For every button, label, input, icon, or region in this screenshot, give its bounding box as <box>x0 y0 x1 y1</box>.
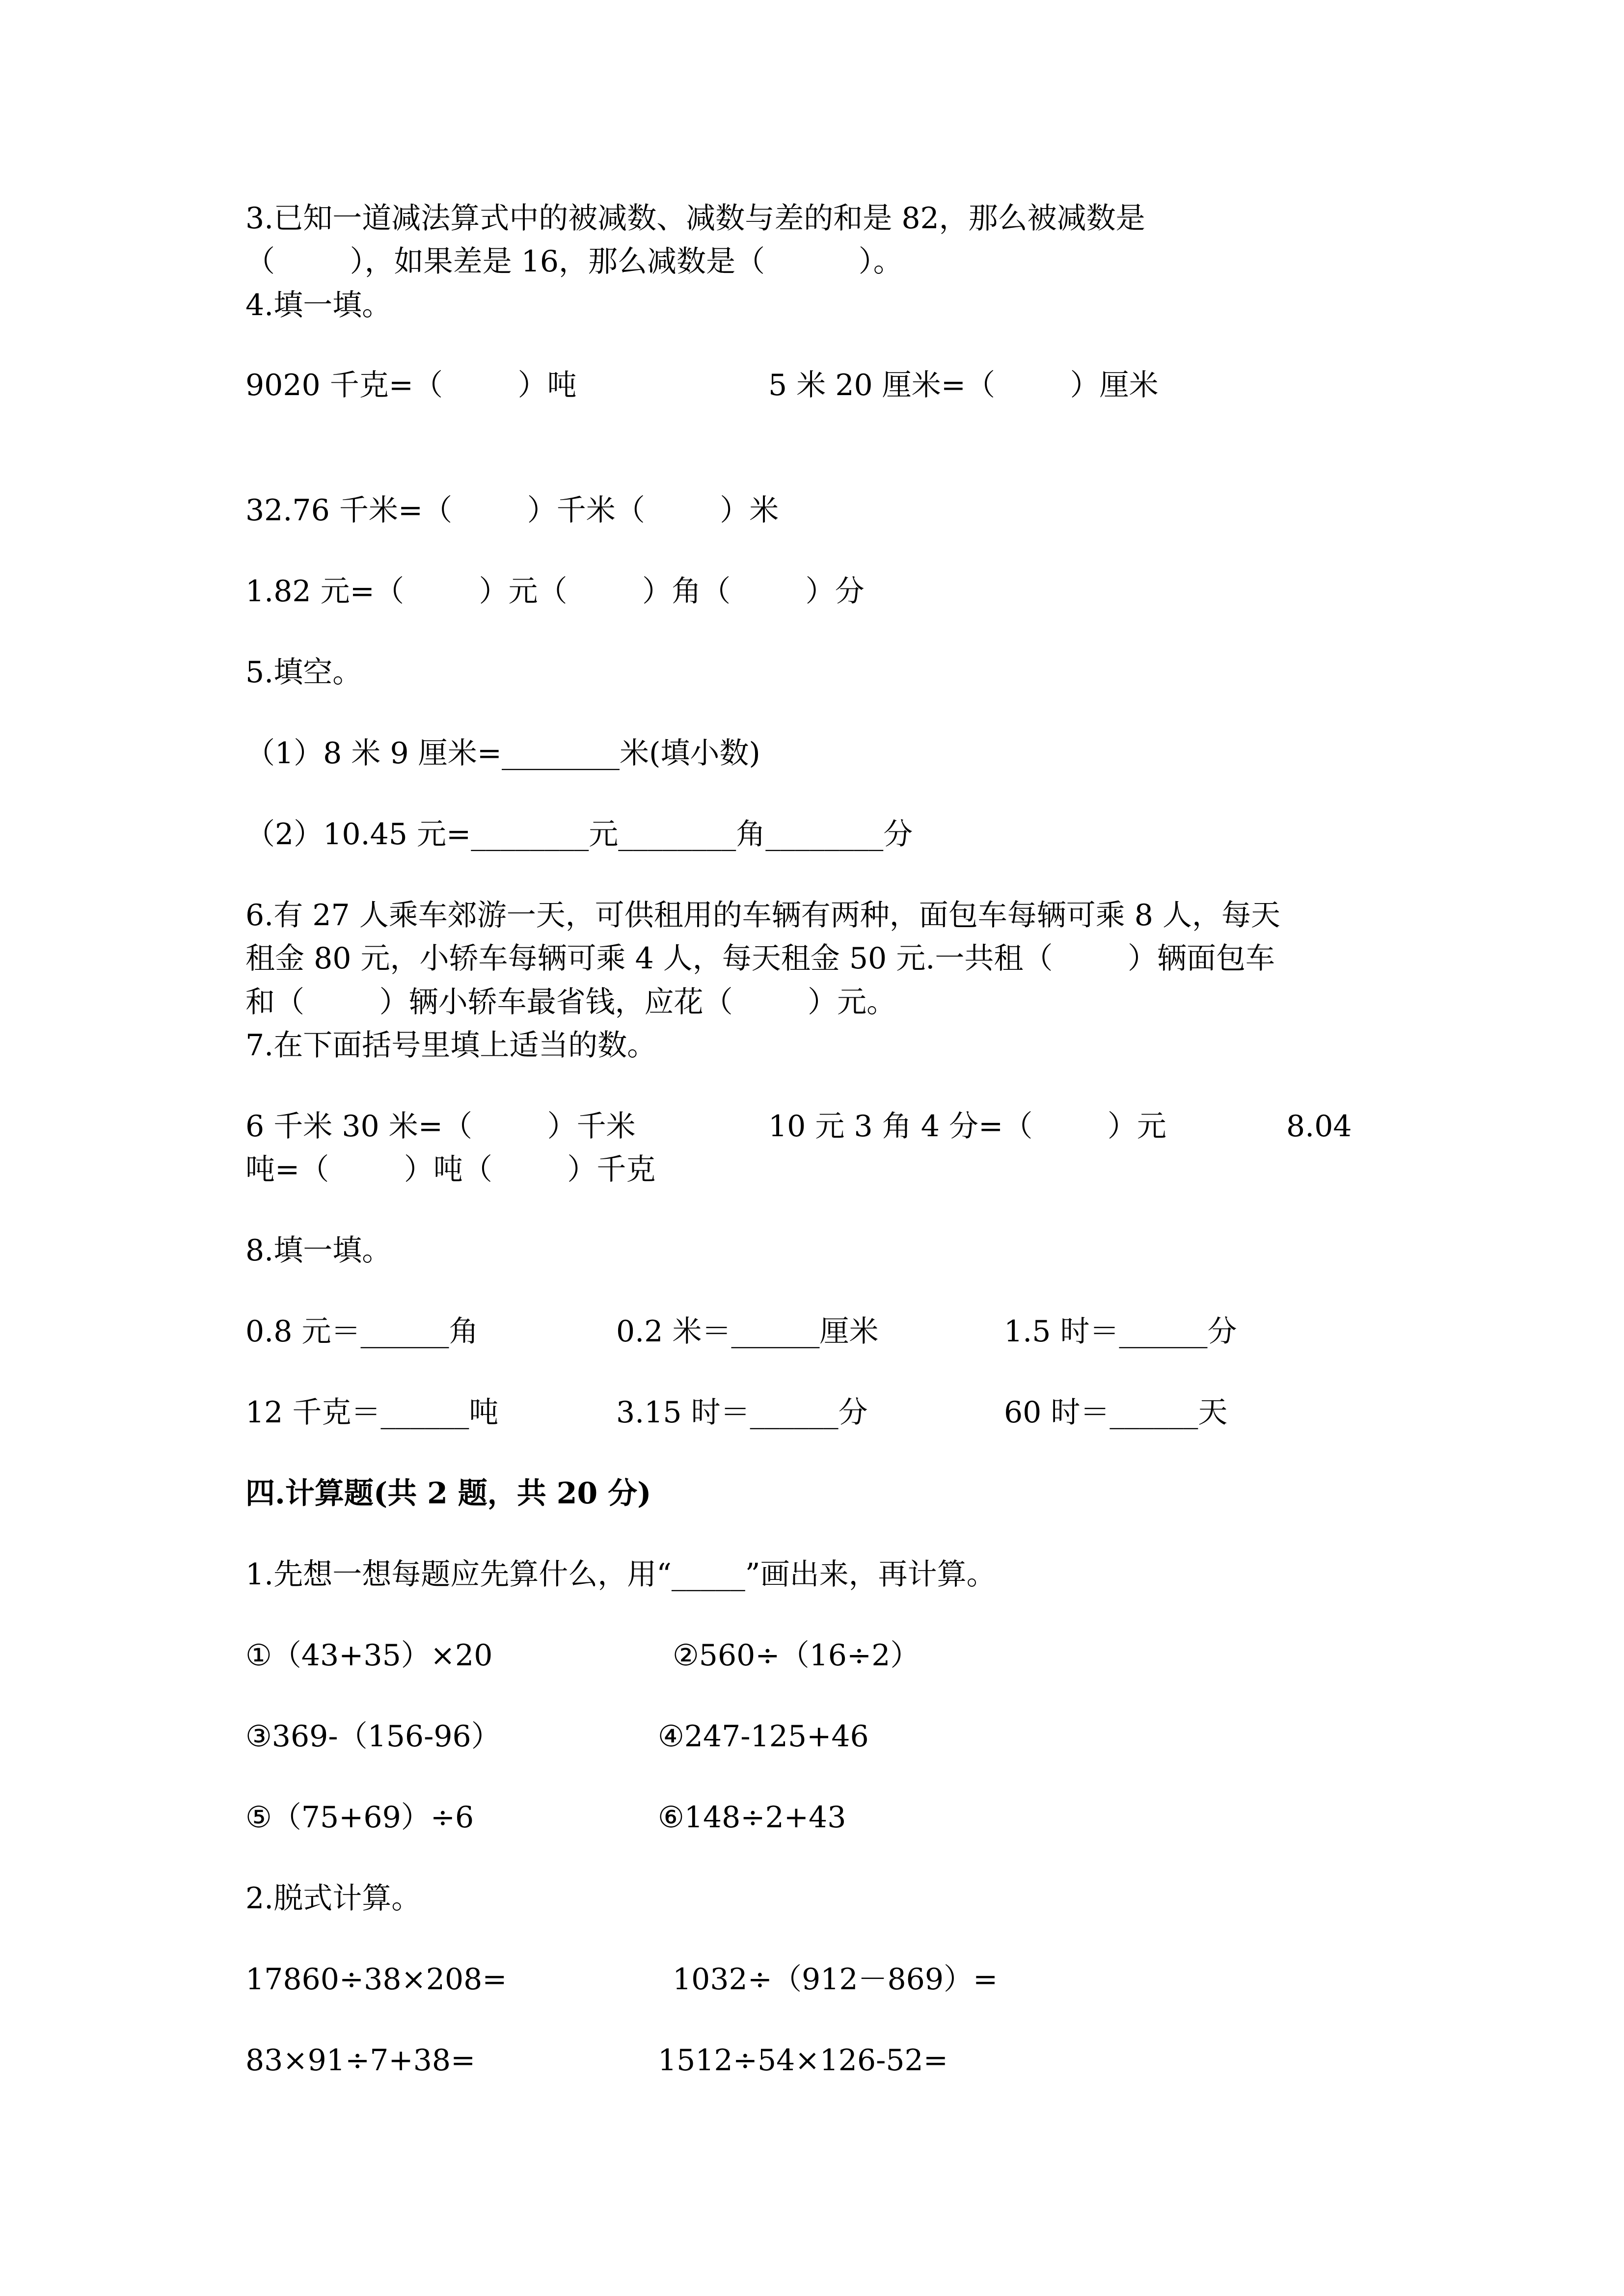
q8-item: 0.2 米＝______厘米 <box>616 1314 879 1349</box>
q7-item-1: 6 千米 30 米=（ ）千米 <box>245 1109 636 1144</box>
q7-item-3-end: 吨=（ ）吨（ ）千克 <box>245 1152 656 1187</box>
q5-item-2: （2）10.45 元=________元________角________分 <box>245 817 913 852</box>
q8-item: 12 千克＝______吨 <box>245 1395 499 1430</box>
q3-line2: （ ），如果差是 16，那么减数是（ ）。 <box>245 244 903 279</box>
q4-item-2: 5 米 20 厘米=（ ）厘米 <box>768 368 1159 402</box>
q3-line1: 3.已知一道减法算式中的被减数、减数与差的和是 82，那么被减数是 <box>245 201 1145 236</box>
calc1-item: ②560÷（16÷2） <box>673 1638 920 1673</box>
calc2-title: 2.脱式计算。 <box>245 1881 421 1916</box>
calc2-item: 17860÷38×208= <box>245 1962 507 1997</box>
calc1-item: ③369-（156-96） <box>245 1719 501 1754</box>
calc2-item: 1512÷54×126-52= <box>658 2043 948 2078</box>
q8-title: 8.填一填。 <box>245 1233 392 1268</box>
calc2-item: 83×91÷7+38= <box>245 2043 476 2078</box>
calc1-item: ①（43+35）×20 <box>245 1638 493 1673</box>
q4-item-1: 9020 千克=（ ）吨 <box>245 368 577 402</box>
calc1-item: ⑤（75+69）÷6 <box>245 1800 474 1835</box>
q4-item-3: 32.76 千米=（ ）千米（ ）米 <box>245 493 779 528</box>
q8-item: 3.15 时＝______分 <box>616 1395 868 1430</box>
q7-item-2: 10 元 3 角 4 分=（ ）元 <box>768 1109 1166 1144</box>
q5-title: 5.填空。 <box>245 655 362 690</box>
q7-item-3-start: 8.04 <box>1286 1109 1352 1144</box>
q7-title: 7.在下面括号里填上适当的数。 <box>245 1028 657 1063</box>
q6-line2: 租金 80 元，小轿车每辆可乘 4 人，每天租金 50 元.一共租（ ）辆面包车 <box>245 941 1275 976</box>
q4-title: 4.填一填。 <box>245 288 392 322</box>
calc1-item: ④247-125+46 <box>658 1719 869 1754</box>
q8-item: 1.5 时＝______分 <box>1004 1314 1237 1349</box>
q4-item-4: 1.82 元=（ ）元（ ）角（ ）分 <box>245 574 865 609</box>
q6-line3: 和（ ）辆小轿车最省钱，应花（ ）元。 <box>245 985 896 1019</box>
calc1-item: ⑥148÷2+43 <box>658 1800 846 1835</box>
q5-item-1: （1）8 米 9 厘米=________米(填小数) <box>245 736 760 771</box>
q8-item: 0.8 元＝______角 <box>245 1314 479 1349</box>
q8-item: 60 时＝______天 <box>1004 1395 1228 1430</box>
calc1-title: 1.先想一想每题应先算什么，用“_____”画出来，再计算。 <box>245 1557 996 1592</box>
calc2-item: 1032÷（912－869）= <box>673 1962 998 1997</box>
section-heading: 四.计算题(共 2 题，共 20 分) <box>245 1476 651 1511</box>
q6-line1: 6.有 27 人乘车郊游一天，可供租用的车辆有两种，面包车每辆可乘 8 人，每天 <box>245 898 1281 933</box>
